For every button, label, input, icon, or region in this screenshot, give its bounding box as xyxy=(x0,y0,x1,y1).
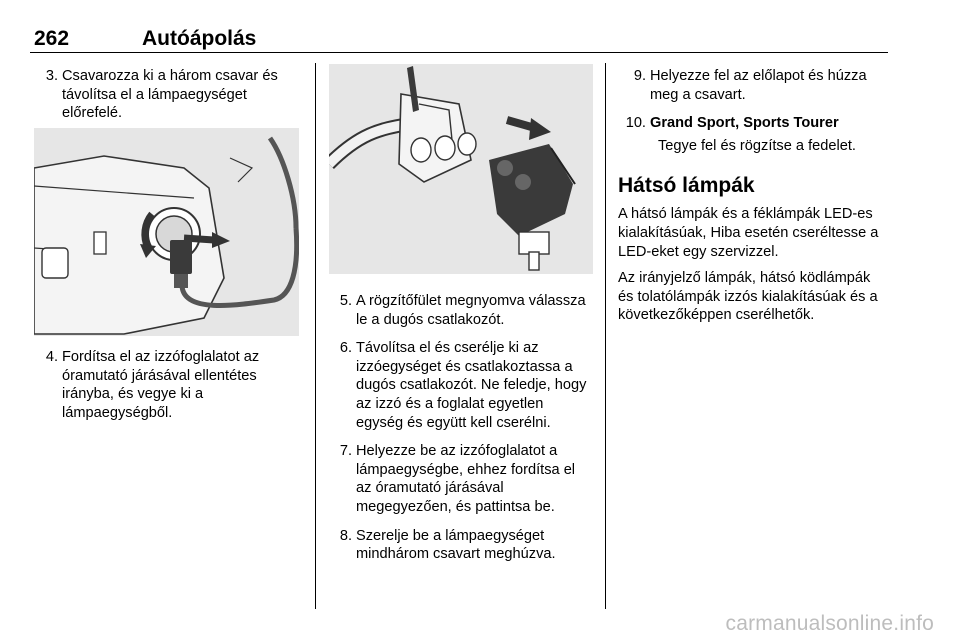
step-text: Szerelje be a lámpaegységet mindhárom csavart meghúzva. xyxy=(356,527,556,563)
step-5 xyxy=(328,292,594,329)
step-number: 3. xyxy=(45,68,58,84)
step-text: Fordítsa el az izzófoglalatot az óramutató járásával ellentétes irányba, és vegye ki a lámpaegységből. xyxy=(62,349,260,421)
step-3 xyxy=(34,67,304,123)
step-10-text: Tegye fel és rögzítse a fedelet. xyxy=(658,137,856,154)
paragraph-led: A hátsó lámpák és a féklámpák LED-es kialakításúak, Hiba esetén cseréltesse a LED-eket egy szervizzel. xyxy=(618,206,879,260)
step-text: Helyezze be az izzófoglalatot a lámpaegységbe, ehhez fordítsa el az óramutató járásával megegyezően, és pattintsa be. xyxy=(356,443,576,515)
step-text: A rögzítőfület megnyomva válassza le a dugós csatlakozót. xyxy=(356,293,586,328)
page-number: 262 xyxy=(34,27,70,50)
figure-connector-removal xyxy=(329,64,593,274)
section-title: Hátsó lámpák xyxy=(618,174,755,198)
step-number: 10. xyxy=(625,115,646,132)
step-number: 9. xyxy=(633,68,646,84)
paragraph-bulbs: Az irányjelző lámpák, hátsó ködlámpák és tolatólámpák izzós kialakításúak és a következőképpen cserélhetők. xyxy=(618,270,878,324)
column-3 xyxy=(618,67,888,333)
step-text: Helyezze fel az előlapot és húzza meg a csavart. xyxy=(650,68,867,103)
step-9 xyxy=(618,67,888,104)
column-divider-right xyxy=(605,63,606,609)
column-2 xyxy=(328,292,594,574)
step-text: Távolítsa el és cserélje ki az izzóegységet és csatlakoztassa a dugós csatlakozót. Ne feledje, hogy az izzó és a foglalat egyetlen egység és együtt kell cserélni. xyxy=(356,340,587,431)
column-1 xyxy=(34,67,304,133)
watermark: carmanualsonline.info xyxy=(725,612,934,635)
step-6 xyxy=(328,339,594,432)
step-7 xyxy=(328,442,594,516)
step-4 xyxy=(34,348,304,422)
step-number: 8. xyxy=(339,527,352,544)
step-number: 7. xyxy=(339,443,352,460)
figure-rear-lamp-bulb-holder xyxy=(34,128,299,336)
page-header xyxy=(30,26,888,53)
step-heading: Grand Sport, Sports Tourer xyxy=(650,115,839,132)
step-number: 4. xyxy=(45,349,58,365)
step-number: 6. xyxy=(339,340,352,357)
step-text: Csavarozza ki a három csavar és távolítsa el a lámpaegységet előrefelé. xyxy=(62,68,278,122)
page-title: Autóápolás xyxy=(142,27,257,50)
column-1-lower xyxy=(34,348,304,432)
column-divider-left xyxy=(315,63,316,609)
step-10 xyxy=(618,114,888,133)
step-number: 5. xyxy=(339,293,352,309)
step-8 xyxy=(328,527,594,564)
